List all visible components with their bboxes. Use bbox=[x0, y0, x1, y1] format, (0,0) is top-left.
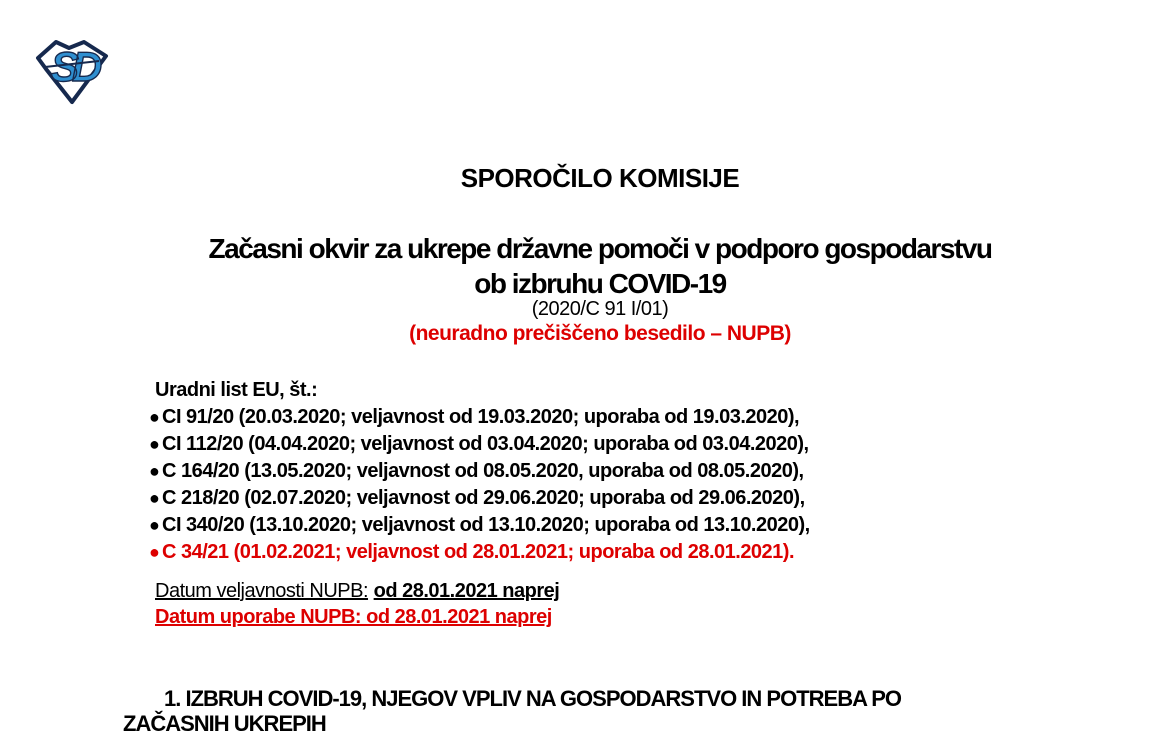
sd-diamond-logo-icon bbox=[31, 37, 113, 107]
document-subtitle-line2: ob izbruhu COVID-19 bbox=[474, 268, 726, 299]
bullet-icon: ● bbox=[149, 407, 160, 427]
application-date-line bbox=[155, 606, 552, 629]
document-subtitle bbox=[133, 231, 1067, 301]
list-item-text: CI 112/20 (04.04.2020; veljavnost od 03.04.2020; uporaba od 03.04.2020), bbox=[162, 433, 809, 455]
validity-date-value: od 28.01.2021 naprej bbox=[373, 580, 560, 602]
journal-list-intro: Uradni list EU, št.: bbox=[155, 379, 318, 401]
section-1-heading-line2: ZAČASNIH UKREPIH bbox=[123, 711, 326, 736]
official-journal-list bbox=[149, 377, 810, 566]
document-subtitle-line1: Začasni okvir za ukrepe državne pomoči v podporo gospodarstvu bbox=[208, 233, 992, 264]
list-item bbox=[149, 404, 810, 431]
list-item bbox=[149, 512, 810, 539]
application-date-text: Datum uporabe NUPB: od 28.01.2021 naprej bbox=[155, 606, 552, 628]
section-1-heading-line1: 1. IZBRUH COVID-19, NJEGOV VPLIV NA GOSPODARSTVO IN POTREBA PO bbox=[164, 686, 902, 711]
list-item-text: C 164/20 (13.05.2020; veljavnost od 08.05.2020, uporaba od 08.05.2020), bbox=[162, 460, 804, 482]
unofficial-consolidated-note: (neuradno prečiščeno besedilo – NUPB) bbox=[409, 322, 791, 345]
list-item-text: C 218/20 (02.07.2020; veljavnost od 29.06.2020; uporaba od 29.06.2020), bbox=[162, 487, 805, 509]
list-item-text: CI 91/20 (20.03.2020; veljavnost od 19.03.2020; uporaba od 19.03.2020), bbox=[162, 406, 800, 428]
validity-date-label: Datum veljavnosti NUPB: bbox=[155, 580, 369, 602]
document-reference: (2020/C 91 I/01) bbox=[531, 298, 669, 320]
document-title: SPOROČILO KOMISIJE bbox=[460, 163, 740, 193]
bullet-icon: ● bbox=[149, 461, 160, 481]
bullet-icon: ● bbox=[149, 542, 160, 562]
section-1-heading bbox=[123, 686, 1073, 736]
bullet-icon: ● bbox=[149, 515, 160, 535]
svg-text:SD: SD bbox=[50, 43, 96, 90]
list-item bbox=[149, 485, 810, 512]
list-item bbox=[149, 458, 810, 485]
bullet-icon: ● bbox=[149, 488, 160, 508]
bullet-icon: ● bbox=[149, 434, 160, 454]
list-item bbox=[149, 431, 810, 458]
validity-date-line bbox=[155, 580, 559, 603]
list-item-highlighted bbox=[149, 539, 810, 566]
list-item-text: C 34/21 (01.02.2021; veljavnost od 28.01.2021; uporaba od 28.01.2021). bbox=[162, 541, 795, 563]
list-item-text: CI 340/20 (13.10.2020; veljavnost od 13.10.2020; uporaba od 13.10.2020), bbox=[162, 514, 810, 536]
